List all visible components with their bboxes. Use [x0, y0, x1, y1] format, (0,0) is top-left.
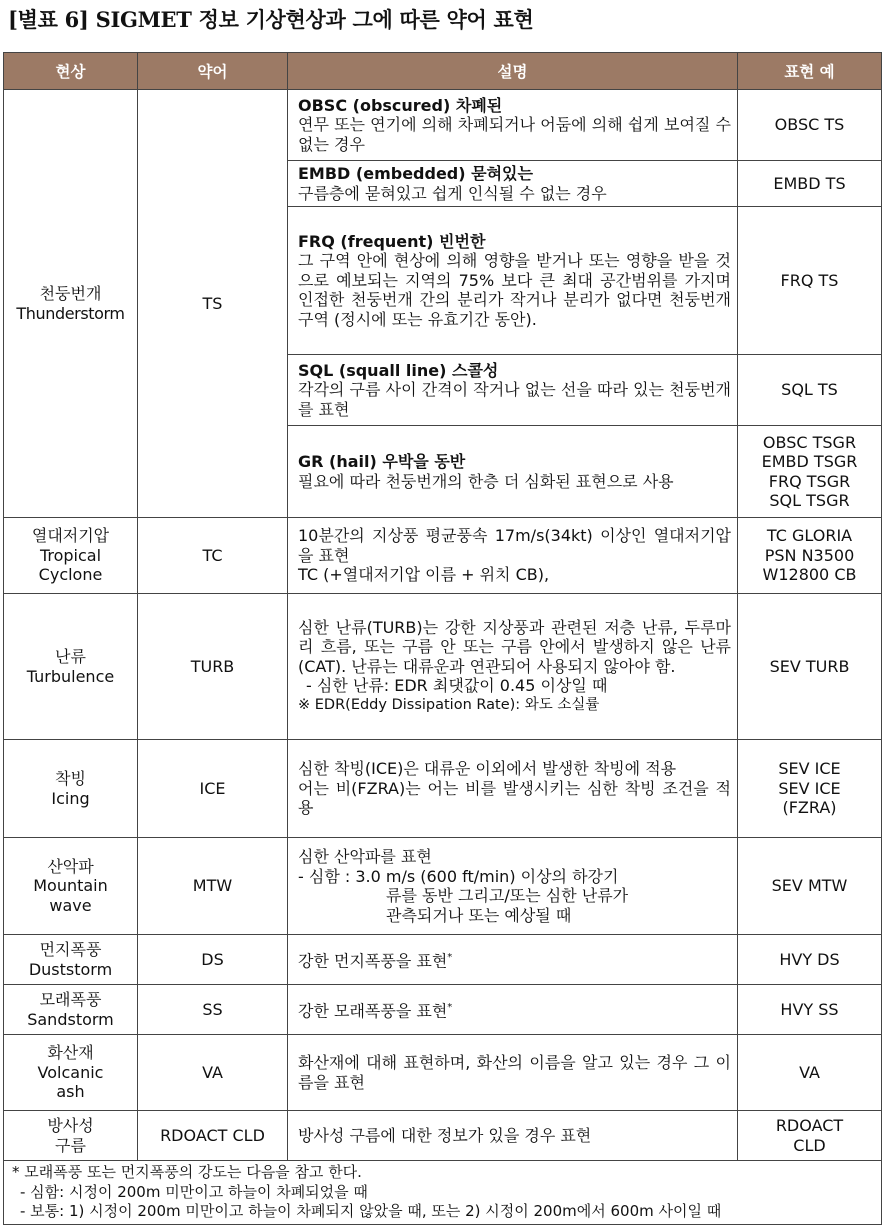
phenomenon-ko: 천둥번개	[39, 284, 102, 303]
phenomenon-cell	[4, 90, 138, 518]
phenomenon-ko: 구름	[55, 1135, 86, 1155]
description-cell	[288, 207, 738, 355]
header-row	[4, 53, 882, 90]
description-cell	[288, 935, 738, 985]
example-cell: SEV MTW	[738, 838, 882, 935]
example-cell: OBSC TS	[738, 90, 882, 161]
footnote-line: - 심함: 시정이 200m 미만이고 하늘이 차폐되었을 때	[20, 1182, 368, 1201]
desc-line: 10분간의 지상풍 평균풍속 17m/s(34kt) 이상인 열대저기압을 표현	[298, 526, 731, 565]
phenomenon-cell	[4, 985, 138, 1035]
sub-heading: OBSC (obscured) 차폐된	[298, 95, 503, 115]
phenomenon-cell	[4, 1035, 138, 1111]
example-line: FRQ TSGR	[768, 471, 851, 491]
table-row	[4, 518, 882, 594]
sub-heading: GR (hail) 우박을 동반	[298, 452, 466, 471]
sub-body: 그 구역 안에 현상에 의해 영향을 받거나 또는 영향을 받을 것으로 예보되는 지역의 75% 보다 큰 최대 공간범위를 가지며 인접한 천둥번개 간의 분리가 작거나 분리가 없다면 천둥번개 구역 (정시에 또는 유효기간 동안).	[298, 251, 731, 329]
table-row	[4, 740, 882, 838]
example-cell	[738, 426, 882, 518]
table-row	[4, 1035, 882, 1111]
desc-note: ※ EDR(Eddy Dissipation Rate): 와도 소실률	[298, 696, 600, 713]
footnote-line: - 보통: 1) 시정이 200m 미만이고 하늘이 차폐되지 않았을 때, 또는 2) 시정이 200m에서 600m 사이일 때	[20, 1202, 722, 1220]
abbreviation-cell: SS	[138, 985, 288, 1035]
abbreviation-cell: VA	[138, 1035, 288, 1111]
example-line: TC GLORIA	[766, 526, 853, 546]
phenomenon-ko: 화산재	[47, 1043, 94, 1063]
desc-line: 강한 먼지폭풍을 표현	[298, 951, 448, 971]
description-cell: 방사성 구름에 대한 정보가 있을 경우 표현	[288, 1111, 738, 1161]
example-line: SQL TSGR	[769, 491, 850, 510]
example-cell	[738, 518, 882, 594]
phenomenon-ko: 방사성	[47, 1116, 94, 1135]
table-row	[4, 90, 882, 161]
description-cell: 화산재에 대해 표현하며, 화산의 이름을 알고 있는 경우 그 이름을 표현	[288, 1035, 738, 1111]
table-row	[4, 594, 882, 740]
desc-line: TC (+열대저기압 이름 + 위치 CB),	[298, 565, 550, 585]
desc-line: - 심한 난류: EDR 최댓값이 0.45 이상일 때	[306, 676, 608, 696]
example-cell	[738, 740, 882, 838]
abbreviation-cell: TC	[138, 518, 288, 594]
phenomenon-cell	[4, 935, 138, 985]
example-line: PSN N3500	[764, 545, 855, 565]
sub-heading: FRQ (frequent) 빈번한	[298, 231, 486, 251]
abbreviation-cell: ICE	[138, 740, 288, 838]
desc-line: 관측되거나 또는 예상될 때	[386, 905, 572, 925]
phenomenon-en: Tropical	[39, 545, 102, 565]
phenomenon-en: Icing	[51, 788, 90, 808]
sub-body: 연무 또는 연기에 의해 차폐되거나 어둠에 의해 쉽게 보여질 수 없는 경우	[298, 115, 731, 154]
abbreviation-cell: DS	[138, 935, 288, 985]
example-line: SEV ICE	[778, 778, 841, 798]
table-row	[4, 838, 882, 935]
desc-line: 심한 산악파를 표현	[298, 847, 432, 866]
example-line: OBSC TSGR	[762, 432, 857, 452]
table-row	[4, 1111, 882, 1161]
example-cell: VA	[738, 1035, 882, 1111]
sub-body: 각각의 구름 사이 간격이 작거나 없는 선을 따라 있는 천둥번개를 표현	[298, 380, 731, 419]
abbreviation-cell: TURB	[138, 594, 288, 740]
phenomenon-ko: 열대저기압	[31, 526, 110, 546]
example-line: CLD	[793, 1135, 826, 1155]
header-description: 설명	[288, 53, 738, 90]
description-cell	[288, 426, 738, 518]
phenomenon-ko: 산악파	[47, 856, 94, 876]
header-example: 표현 예	[738, 53, 882, 90]
footnote-line: * 모래폭풍 또는 먼지폭풍의 강도는 다음을 참고 한다.	[12, 1163, 362, 1181]
header-abbreviation: 약어	[138, 53, 288, 90]
desc-line: 어는 비(FZRA)는 어는 비를 발생시키는 심한 착빙 조건을 적용	[298, 778, 731, 818]
phenomenon-en: Volcanic	[37, 1062, 104, 1082]
abbreviation-cell: TS	[138, 90, 288, 518]
footnote-row	[4, 1161, 882, 1225]
description-cell	[288, 594, 738, 740]
phenomenon-en: Turbulence	[26, 666, 115, 686]
description-cell	[288, 985, 738, 1035]
phenomenon-en: wave	[49, 895, 92, 915]
description-cell	[288, 838, 738, 935]
example-line: RDOACT	[775, 1116, 844, 1135]
phenomenon-ko: 착빙	[55, 769, 86, 788]
example-cell: SQL TS	[738, 355, 882, 426]
sub-heading: EMBD (embedded) 묻혀있는	[298, 164, 533, 183]
table-row	[4, 935, 882, 985]
example-line: W12800 CB	[762, 565, 857, 585]
phenomenon-en: Sandstorm	[27, 1009, 114, 1029]
description-cell	[288, 90, 738, 161]
sub-body: 구름층에 묻혀있고 쉽게 인식될 수 없는 경우	[298, 183, 607, 203]
sub-body: 필요에 따라 천둥번개의 한층 더 심화된 표현으로 사용	[298, 471, 674, 491]
phenomenon-cell	[4, 740, 138, 838]
example-cell	[738, 1111, 882, 1161]
phenomenon-cell	[4, 518, 138, 594]
desc-line: - 심함 : 3.0 m/s (600 ft/min) 이상의 하강기	[298, 866, 619, 886]
description-cell	[288, 518, 738, 594]
phenomenon-cell	[4, 838, 138, 935]
footnote-mark: *	[447, 952, 453, 964]
description-cell	[288, 355, 738, 426]
phenomenon-en: Cyclone	[38, 565, 103, 585]
example-line: (FZRA)	[782, 798, 837, 818]
phenomenon-cell	[4, 594, 138, 740]
phenomenon-ko: 먼지폭풍	[39, 940, 102, 959]
phenomenon-ko: 모래폭풍	[39, 990, 102, 1009]
phenomenon-en: ash	[56, 1082, 85, 1102]
phenomenon-en: Mountain	[33, 876, 108, 896]
footnote-cell	[4, 1161, 882, 1225]
example-line: SEV ICE	[778, 759, 841, 779]
phenomenon-cell	[4, 1111, 138, 1161]
example-cell: HVY DS	[738, 935, 882, 985]
desc-line: 류를 동반 그리고/또는 심한 난류가	[386, 886, 629, 905]
description-cell	[288, 161, 738, 207]
page-title: [별표 6] SIGMET 정보 기상현상과 그에 따른 약어 표현	[8, 7, 534, 32]
header-phenomenon: 현상	[4, 53, 138, 90]
example-cell: EMBD TS	[738, 161, 882, 207]
desc-line: 심한 난류(TURB)는 강한 지상풍과 관련된 저층 난류, 두루마리 흐름, 또는 구름 안 또는 구름 안에서 발생하지 않은 난류(CAT). 난류는 대류운과 연관되어 사용되지 않아야 함.	[298, 617, 731, 676]
phenomenon-ko: 난류	[55, 647, 86, 666]
sigmet-table	[3, 52, 882, 1225]
description-cell	[288, 740, 738, 838]
desc-line: 심한 착빙(ICE)은 대류운 이외에서 발생한 착빙에 적용	[298, 759, 677, 779]
example-line: EMBD TSGR	[761, 452, 858, 471]
phenomenon-en: Duststorm	[28, 959, 113, 979]
example-cell: SEV TURB	[738, 594, 882, 740]
sub-heading: SQL (squall line) 스콜성	[298, 360, 499, 380]
desc-line: 강한 모래폭풍을 표현	[298, 1001, 448, 1021]
table-row	[4, 985, 882, 1035]
abbreviation-cell: RDOACT CLD	[138, 1111, 288, 1161]
footnote-mark: *	[447, 1002, 453, 1014]
example-cell: HVY SS	[738, 985, 882, 1035]
example-cell: FRQ TS	[738, 207, 882, 355]
abbreviation-cell: MTW	[138, 838, 288, 935]
phenomenon-en: Thunderstorm	[16, 303, 125, 323]
